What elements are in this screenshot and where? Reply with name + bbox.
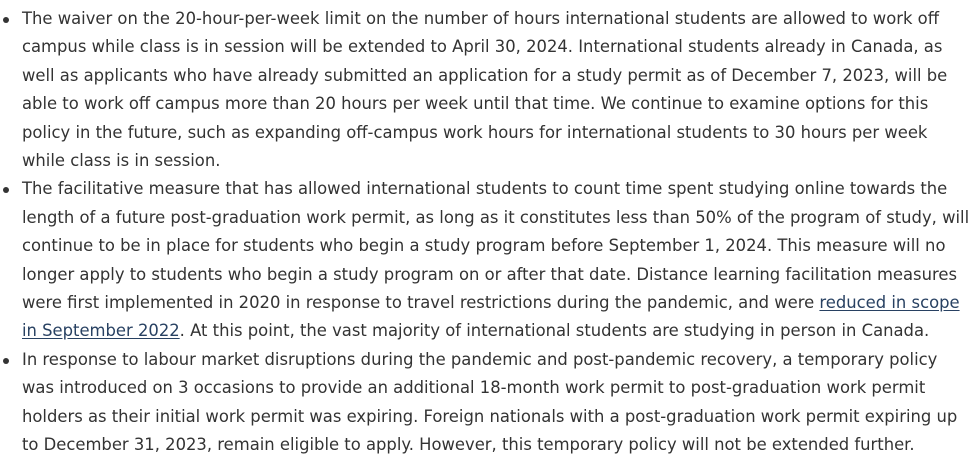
bullet-text: . At this point, the vast majority of international students are studying in person in Canada. xyxy=(179,321,930,341)
bullet-text: In response to labour market disruptions during the pandemic and post-pandemic recovery, a temporary policy was introduced on 3 occasions to provide an additional 18-month work permit to post-graduation work permit holders as their initial work permit was expiring. Foreign nationals with a post-graduation work permit expiring up to December 31, 2023, remain eligible to apply. However, this temporary policy will not be extended further. xyxy=(22,349,958,455)
bullet-text: The waiver on the 20-hour-per-week limit on the number of hours international students are allowed to work off campus while class is in session will be extended to April 30, 2024. International students already in Canada, as well as applicants who have already submitted an application for a study permit as of December 7, 2023, will be able to work off campus more than 20 hours per week until that time. We continue to examine options for this policy in the future, such as expanding off-campus work hours for international students to 30 hours per week while class is in session. xyxy=(22,9,948,171)
list-item xyxy=(0,5,971,175)
bullet-text: The facilitative measure that has allowed international students to count time spent studying online towards the length of a future post-graduation work permit, as long as it constitutes less than 50% of the program of study, will continue to be in place for students who begin a study program before September 1, 2024. This measure will no longer apply to students who begin a study program on or after that date. Distance learning facilitation measures were first implemented in 2020 in response to travel restrictions during the pandemic, and were xyxy=(22,179,970,313)
list-item xyxy=(0,346,971,460)
scope-reduction-link[interactable]: reduced in scope in September 2022 xyxy=(22,293,960,341)
list-item xyxy=(0,175,971,345)
